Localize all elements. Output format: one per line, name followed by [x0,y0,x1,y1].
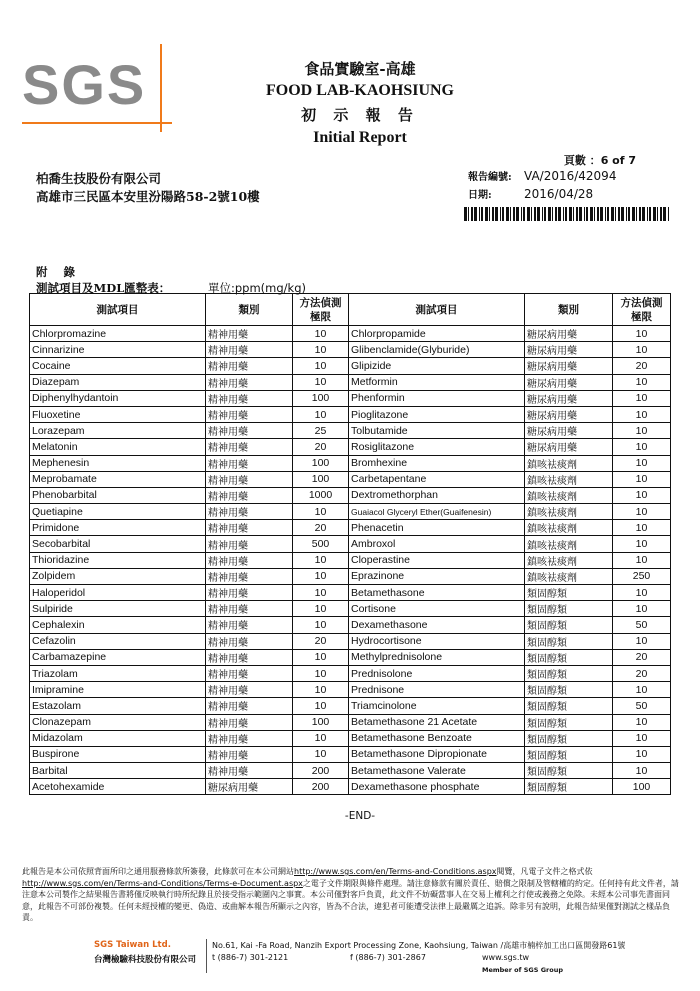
table-row [30,585,671,601]
category: 精神用藥 [206,601,293,617]
mdl-value: 10 [293,682,349,698]
test-item: Dextromethorphan [349,487,525,503]
category: 鎮咳袪痰劑 [525,487,613,503]
mdl-value: 10 [293,552,349,568]
report-no-value: VA/2016/42094 [524,169,617,183]
col-header-category: 類別 [525,294,613,326]
mdl-value: 20 [613,665,671,681]
category: 類固醇類 [525,617,613,633]
mdl-value: 10 [293,698,349,714]
test-item: Fluoxetine [30,406,206,422]
test-item: Zolpidem [30,568,206,584]
category: 鎮咳袪痰劑 [525,455,613,471]
category: 精神用藥 [206,342,293,358]
table-row [30,487,671,503]
category: 糖尿病用藥 [525,374,613,390]
end-mark: -END- [344,810,376,822]
mdl-value: 10 [613,487,671,503]
category: 精神用藥 [206,358,293,374]
mdl-value: 100 [293,714,349,730]
mdl-value: 10 [613,471,671,487]
test-item: Prednisolone [349,665,525,681]
mdl-table [29,293,671,795]
category: 糖尿病用藥 [525,406,613,422]
table-row [30,763,671,779]
table-row [30,358,671,374]
company-website[interactable]: www.sgs.tw [482,953,530,962]
company-address: No.61, Kai -Fa Road, Nanzih Export Processing Zone, Kaohsiung, Taiwan /高雄市楠梓加工出口區開發路61號 [212,941,626,950]
mdl-value: 10 [293,746,349,762]
mdl-value: 10 [613,326,671,342]
report-no-label: 報告編號: [468,172,512,183]
category: 精神用藥 [206,455,293,471]
mdl-value: 20 [613,358,671,374]
test-item: Phenformin [349,390,525,406]
test-item: Mephenesin [30,455,206,471]
mdl-value: 200 [293,763,349,779]
footer-address [0,939,700,979]
category: 類固醇類 [525,649,613,665]
col-header-category: 類別 [206,294,293,326]
table-row [30,439,671,455]
footer-disclaimer [22,866,682,924]
category: 精神用藥 [206,471,293,487]
test-item: Diazepam [30,374,206,390]
test-item: Cortisone [349,601,525,617]
mdl-value: 10 [293,665,349,681]
report-date-value: 2016/04/28 [524,187,594,201]
test-item: Clonazepam [30,714,206,730]
category: 精神用藥 [206,406,293,422]
mdl-value: 10 [293,649,349,665]
category: 鎮咳袪痰劑 [525,552,613,568]
category: 鎮咳袪痰劑 [525,520,613,536]
barcode [464,207,669,221]
category: 糖尿病用藥 [525,342,613,358]
table-row [30,423,671,439]
test-item: Chlorpropamide [349,326,525,342]
mdl-value: 10 [613,520,671,536]
table-row [30,455,671,471]
sgs-logo-text: SGS [22,53,147,116]
category: 精神用藥 [206,698,293,714]
disclaimer-part1: 此報告是本公司依照背面所印之通用服務條款所簽發，此條款可在本公司網站 [22,867,294,876]
lab-title-cn: 食品實驗室-高雄 [304,60,416,78]
test-item: Estazolam [30,698,206,714]
mdl-value: 20 [293,633,349,649]
category: 精神用藥 [206,504,293,520]
test-item: Haloperidol [30,585,206,601]
mdl-value: 100 [293,471,349,487]
table-row [30,552,671,568]
mdl-value: 20 [293,520,349,536]
category: 精神用藥 [206,520,293,536]
test-item: Tolbutamide [349,423,525,439]
attachment-subtitle: 測試項目及MDL匯整表： [36,281,171,295]
table-row [30,504,671,520]
category: 精神用藥 [206,617,293,633]
category: 鎮咳袪痰劑 [525,471,613,487]
attachment-label: 附 錄 [36,265,82,279]
mdl-value: 10 [293,585,349,601]
test-item: Secobarbital [30,536,206,552]
table-row [30,633,671,649]
mdl-value: 10 [613,423,671,439]
mdl-value: 25 [293,423,349,439]
mdl-value: 10 [613,406,671,422]
category: 類固醇類 [525,601,613,617]
page-value: 6 of 7 [600,154,636,167]
mdl-value: 50 [613,698,671,714]
test-item: Thioridazine [30,552,206,568]
category: 精神用藥 [206,487,293,503]
table-row [30,568,671,584]
table-row [30,390,671,406]
mdl-value: 10 [293,617,349,633]
test-item: Phenacetin [349,520,525,536]
report-date-label: 日期: [468,190,492,201]
table-row [30,714,671,730]
test-item: Imipramine [30,682,206,698]
table-row [30,406,671,422]
test-item: Eprazinone [349,568,525,584]
mdl-value: 10 [613,730,671,746]
test-item: Diphenylhydantoin [30,390,206,406]
category: 類固醇類 [525,714,613,730]
category: 糖尿病用藥 [525,439,613,455]
report-type-cn: 初 示 報 告 [301,106,419,124]
mdl-value: 20 [613,649,671,665]
test-item: Hydrocortisone [349,633,525,649]
category: 精神用藥 [206,439,293,455]
test-item: Cloperastine [349,552,525,568]
category: 糖尿病用藥 [525,423,613,439]
test-item: Glipizide [349,358,525,374]
terms-e-document-link[interactable]: http://www.sgs.com/en/Terms-and-Conditions/Terms-e-Document.aspx [22,878,303,888]
company-name-cn: 台灣檢驗科技股份有限公司 [94,955,197,965]
test-item: Lorazepam [30,423,206,439]
category: 精神用藥 [206,665,293,681]
category: 類固醇類 [525,779,613,795]
page-label: 頁數 ： [563,154,601,167]
table-row [30,374,671,390]
test-item: Betamethasone 21 Acetate [349,714,525,730]
test-item: Carbamazepine [30,649,206,665]
category: 類固醇類 [525,665,613,681]
mdl-value: 10 [293,504,349,520]
table-row [30,665,671,681]
mdl-value: 10 [613,552,671,568]
test-item: Betamethasone Benzoate [349,730,525,746]
test-item: Buspirone [30,746,206,762]
table-row [30,471,671,487]
mdl-value: 10 [613,763,671,779]
test-item: Betamethasone [349,585,525,601]
mdl-value: 250 [613,568,671,584]
company-tel: t (886-7) 301-2121 [212,953,289,962]
mdl-value: 20 [293,439,349,455]
table-row [30,601,671,617]
category: 糖尿病用藥 [525,390,613,406]
test-item: Chlorpromazine [30,326,206,342]
report-meta [468,168,616,204]
mdl-value: 10 [613,714,671,730]
company-name-en: SGS Taiwan Ltd. [94,940,171,950]
category: 類固醇類 [525,585,613,601]
category: 精神用藥 [206,390,293,406]
category: 精神用藥 [206,714,293,730]
category: 精神用藥 [206,649,293,665]
mdl-value: 10 [613,342,671,358]
table-row [30,536,671,552]
category: 精神用藥 [206,423,293,439]
company-fax: f (886-7) 301-2867 [350,953,426,962]
category: 精神用藥 [206,568,293,584]
report-type-en: Initial Report [313,129,407,146]
table-row [30,326,671,342]
test-item: Quetiapine [30,504,206,520]
test-item: Betamethasone Valerate [349,763,525,779]
mdl-value: 10 [293,568,349,584]
table-row [30,649,671,665]
test-item: Ambroxol [349,536,525,552]
category: 精神用藥 [206,730,293,746]
table-row [30,342,671,358]
table-header-row [30,294,671,326]
test-item: Meprobamate [30,471,206,487]
category: 類固醇類 [525,698,613,714]
test-item: Acetohexamide [30,779,206,795]
category: 糖尿病用藥 [525,358,613,374]
mdl-value: 100 [293,455,349,471]
test-item: Carbetapentane [349,471,525,487]
mdl-value: 100 [613,779,671,795]
test-item: Cinnarizine [30,342,206,358]
test-item: Metformin [349,374,525,390]
category: 類固醇類 [525,633,613,649]
test-item: Cocaine [30,358,206,374]
test-item: Melatonin [30,439,206,455]
category: 精神用藥 [206,585,293,601]
col-header-mdl: 方法偵測 極限 [293,294,349,326]
category: 類固醇類 [525,763,613,779]
test-item: Triazolam [30,665,206,681]
table-body [30,326,671,795]
mdl-value: 10 [293,342,349,358]
category: 精神用藥 [206,326,293,342]
table-row [30,520,671,536]
category: 糖尿病用藥 [206,779,293,795]
category: 類固醇類 [525,682,613,698]
category: 類固醇類 [525,746,613,762]
unit-label: 單位:ppm(mg/kg) [208,281,306,295]
category: 精神用藥 [206,633,293,649]
mdl-value: 10 [293,326,349,342]
mdl-value: 10 [613,633,671,649]
test-item: Guaiacol Glyceryl Ether(Guaifenesin) [349,504,525,520]
test-item: Triamcinolone [349,698,525,714]
test-item: Dexamethasone [349,617,525,633]
mdl-value: 10 [613,455,671,471]
page-number [564,152,636,168]
mdl-value: 10 [613,374,671,390]
category: 精神用藥 [206,746,293,762]
test-item: Dexamethasone phosphate [349,779,525,795]
category: 鎮咳袪痰劑 [525,504,613,520]
client-info [36,170,260,206]
table-row [30,682,671,698]
mdl-value: 50 [613,617,671,633]
mdl-value: 10 [293,374,349,390]
mdl-value: 10 [613,682,671,698]
mdl-value: 1000 [293,487,349,503]
col-header-item: 測試項目 [349,294,525,326]
client-address: 高雄市三民區本安里汾陽路58-2號10樓 [36,189,260,204]
test-item: Betamethasone Dipropionate [349,746,525,762]
client-name: 柏喬生技股份有限公司 [36,171,162,186]
col-header-item: 測試項目 [30,294,206,326]
mdl-value: 10 [293,406,349,422]
report-header [0,58,700,147]
test-item: Cephalexin [30,617,206,633]
category: 類固醇類 [525,730,613,746]
test-item: Sulpiride [30,601,206,617]
category: 鎮咳袪痰劑 [525,568,613,584]
member-of-sgs: Member of SGS Group [482,966,563,974]
mdl-value: 10 [613,390,671,406]
footer-divider [206,939,207,973]
disclaimer-part2: 閱覽，凡電子文件之格式依 [496,867,593,876]
mdl-value: 10 [613,746,671,762]
mdl-value: 10 [293,358,349,374]
mdl-value: 200 [293,779,349,795]
category: 精神用藥 [206,763,293,779]
test-item: Midazolam [30,730,206,746]
test-item: Glibenclamide(Glyburide) [349,342,525,358]
category: 鎮咳袪痰劑 [525,536,613,552]
mdl-value: 10 [293,730,349,746]
table-row [30,746,671,762]
test-item: Barbital [30,763,206,779]
table-row [30,617,671,633]
category: 精神用藥 [206,536,293,552]
terms-link[interactable]: http://www.sgs.com/en/Terms-and-Conditions.aspx [294,867,497,876]
test-item: Rosiglitazone [349,439,525,455]
mdl-value: 10 [613,536,671,552]
mdl-value: 10 [613,585,671,601]
test-item: Primidone [30,520,206,536]
mdl-value: 10 [613,439,671,455]
mdl-value: 10 [293,601,349,617]
category: 精神用藥 [206,374,293,390]
test-item: Cefazolin [30,633,206,649]
col-header-mdl: 方法偵測 極限 [613,294,671,326]
test-item: Prednisone [349,682,525,698]
mdl-value: 100 [293,390,349,406]
disclaimer-part3: 之電子文件期限與條件處理。請注意條款有關於責任、賠償之限制及管轄權的約定。任何持有此文件者，請注意本公司製作之結果報告書將僅反映執行時所紀錄且於接受指示範圍內之事實。本公司僅對客戶負責，此文件不妨礙當事人在交易上權利之行使或義務之免除。未經本公司事先書面同意，此報告不可部份複製。任何未經授權的變更、偽造、或曲解本報告所顯示之內容，皆為不合法，違犯者可能遭受法律上最嚴厲之追訴。除非另有說明，此報告結果僅對測試之樣品負責。 [22,878,679,922]
test-item: Bromhexine [349,455,525,471]
mdl-value: 10 [613,504,671,520]
table-row [30,779,671,795]
table-row [30,698,671,714]
test-item: Pioglitazone [349,406,525,422]
mdl-value: 500 [293,536,349,552]
mdl-value: 10 [613,601,671,617]
test-item: Phenobarbital [30,487,206,503]
category: 精神用藥 [206,552,293,568]
category: 精神用藥 [206,682,293,698]
category: 糖尿病用藥 [525,326,613,342]
test-item: Methylprednisolone [349,649,525,665]
lab-title-en: FOOD LAB-KAOHSIUNG [265,82,454,99]
table-row [30,730,671,746]
